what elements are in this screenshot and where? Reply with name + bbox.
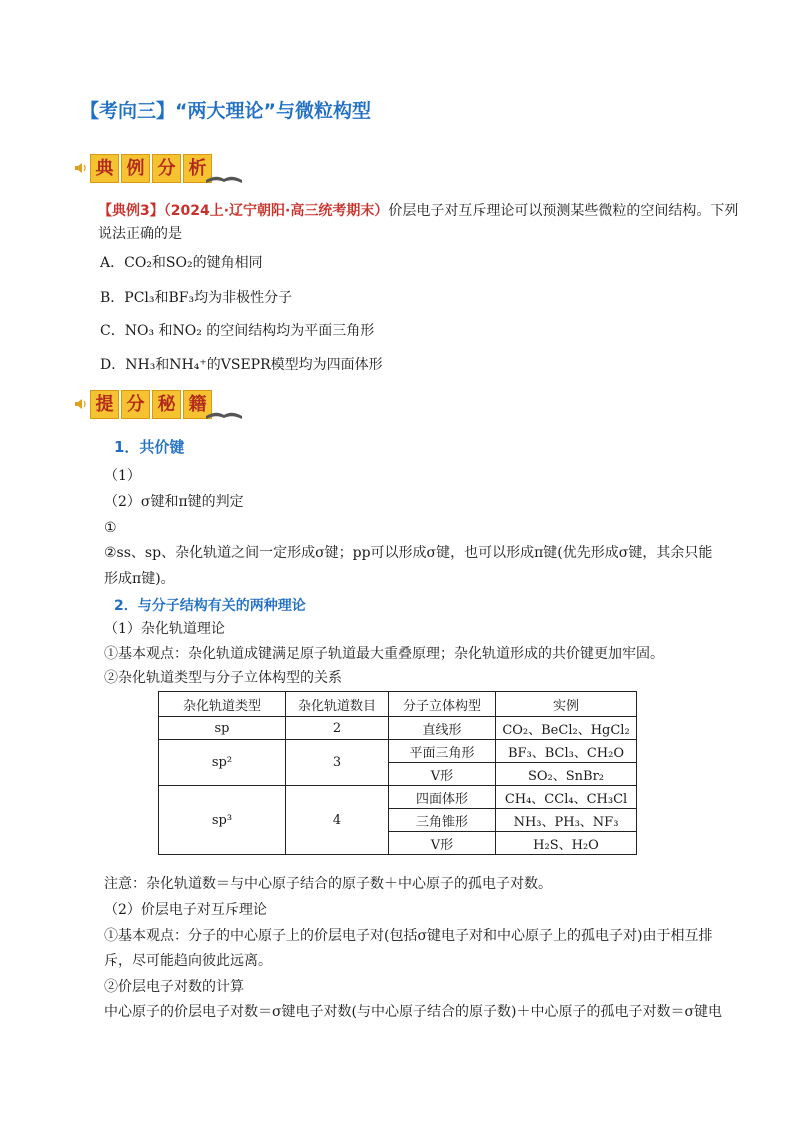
note-line: 形成π键)。: [104, 571, 175, 587]
note-line: ②价层电子对数的计算: [104, 979, 244, 995]
banner-char: 分: [121, 390, 150, 419]
note-line: ①基本观点：杂化轨道成键满足原子轨道最大重叠原理；杂化轨道形成的共价键更加牢固。: [104, 646, 664, 662]
option-a: [100, 253, 263, 273]
speaker-icon: [74, 397, 88, 411]
example-stem-cont: 说法正确的是: [98, 226, 182, 242]
section-heading-1: 1．共价键: [114, 438, 185, 456]
note-line: 中心原子的价层电子对数＝σ键电子对数(与中心原子结合的原子数)＋中心原子的孤电子对数＝σ键电: [104, 1004, 723, 1020]
option-text: NH₃和NH₄⁺的VSEPR模型均为四面体形: [125, 357, 383, 373]
option-text: PCl₃和BF₃均为非极性分子: [124, 290, 293, 306]
table-cell: 3: [286, 740, 389, 786]
banner-char: 析: [183, 154, 212, 183]
table-cell: CH₄、CCl₄、CH₃Cl: [496, 786, 637, 809]
option-letter: B．: [100, 290, 125, 306]
option-c: [100, 321, 374, 341]
note-line: ①: [104, 520, 117, 536]
table-row: [159, 717, 637, 740]
table-cell: 2: [286, 717, 389, 740]
table-cell: V形: [389, 832, 496, 855]
note-line: （2）σ键和π键的判定: [104, 494, 244, 510]
page-title: 【考向三】“两大理论”与微粒构型: [80, 100, 371, 122]
note-line: 斥，尽可能趋向彼此远离。: [104, 953, 272, 969]
example-stem: 价层电子对互斥理论可以预测某些微粒的空间结构。下列: [388, 203, 739, 219]
banner-char: 籍: [183, 390, 212, 419]
table-header-row: [159, 692, 637, 717]
table-cell: sp²: [159, 740, 286, 786]
table-header-cell: 分子立体构型: [389, 692, 496, 717]
option-d: [100, 355, 383, 375]
table-header-cell: 实例: [496, 692, 637, 717]
example-source: （2024上·辽宁朝阳·高三统考期末）: [163, 203, 389, 219]
example-analysis-banner: [74, 152, 244, 184]
option-letter: C．: [100, 323, 125, 339]
table-cell: 4: [286, 786, 389, 855]
note-line: ①基本观点：分子的中心原子上的价层电子对(包括σ键电子对和中心原子上的孤电子对)由于相互排: [104, 928, 713, 944]
banner-char: 提: [90, 390, 119, 419]
note-line: 注意：杂化轨道数＝与中心原子结合的原子数＋中心原子的孤电子对数。: [104, 876, 552, 892]
table-cell: CO₂、BeCl₂、HgCl₂: [496, 717, 637, 740]
table-cell: 三角锥形: [389, 809, 496, 832]
table-cell: sp: [159, 717, 286, 740]
banner-char: 秘: [152, 390, 181, 419]
option-b: [100, 288, 292, 308]
table-cell: 四面体形: [389, 786, 496, 809]
note-line: （1）杂化轨道理论: [104, 621, 225, 637]
section-heading-2: 2．与分子结构有关的两种理论: [114, 598, 306, 614]
table-cell: V形: [389, 763, 496, 786]
option-letter: A．: [100, 255, 125, 271]
example-label: 【典例3】: [98, 203, 164, 219]
table-cell: H₂S、H₂O: [496, 832, 637, 855]
table-cell: sp³: [159, 786, 286, 855]
book-icon: [204, 406, 244, 420]
hybridization-table: [158, 691, 637, 855]
table-row: [159, 786, 637, 809]
banner-char: 典: [90, 154, 119, 183]
banner-char: 例: [121, 154, 150, 183]
note-line: ②ss、sp、杂化轨道之间一定形成σ键；pp可以形成σ键，也可以形成π键(优先形成σ键，其余只能: [104, 545, 713, 561]
table-row: [159, 740, 637, 763]
table-cell: SO₂、SnBr₂: [496, 763, 637, 786]
speaker-icon: [74, 161, 88, 175]
table-header-cell: 杂化轨道类型: [159, 692, 286, 717]
note-line: （1）: [104, 468, 141, 484]
note-line: （2）价层电子对互斥理论: [104, 902, 267, 918]
book-icon: [204, 170, 244, 184]
note-line: ②杂化轨道类型与分子立体构型的关系: [104, 670, 342, 686]
banner-char: 分: [152, 154, 181, 183]
option-text: NO₃ 和NO₂ 的空间结构均为平面三角形: [124, 323, 375, 339]
table-header-cell: 杂化轨道数目: [286, 692, 389, 717]
table-cell: 平面三角形: [389, 740, 496, 763]
table-cell: NH₃、PH₃、NF₃: [496, 809, 637, 832]
option-letter: D．: [100, 357, 126, 373]
table-cell: BF₃、BCl₃、CH₂O: [496, 740, 637, 763]
example-first-line: [98, 201, 738, 221]
option-text: CO₂和SO₂的键角相同: [124, 255, 263, 271]
tips-banner: [74, 388, 244, 420]
table-cell: 直线形: [389, 717, 496, 740]
